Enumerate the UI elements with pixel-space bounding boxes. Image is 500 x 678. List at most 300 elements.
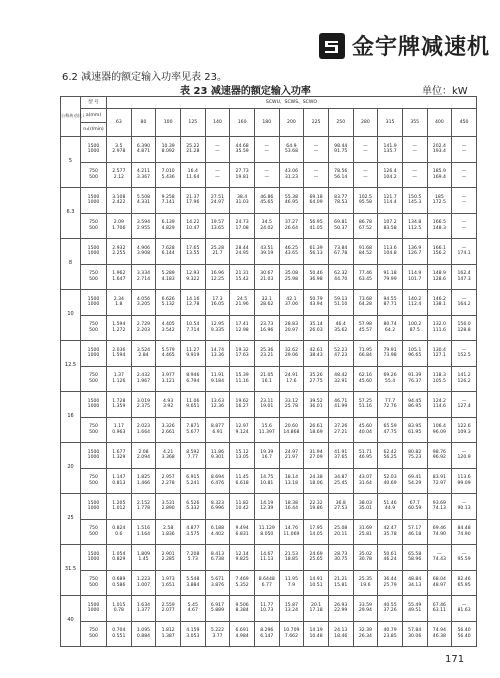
power-cell (427, 596, 452, 622)
power-value: 10.54 (186, 322, 200, 328)
power-cell (328, 443, 353, 469)
power-value: 7.469 (235, 577, 249, 583)
power-value: 12.14 (235, 551, 249, 557)
power-value: 0.689 (112, 577, 126, 583)
speed-cell (81, 596, 107, 622)
power-cell (180, 188, 205, 214)
speed-cell (81, 570, 107, 596)
power-value: 2.58 (163, 526, 174, 532)
power-value: 106.4 (432, 424, 446, 430)
a-value: 355 (402, 109, 427, 137)
power-value: 27.53 (334, 506, 348, 512)
power-value: 3.334 (136, 271, 151, 277)
power-cell (328, 315, 353, 341)
table-row (61, 213, 477, 239)
power-value: 24.02 (260, 225, 274, 231)
power-value: 120.9 (457, 455, 471, 461)
power-cell (304, 366, 329, 392)
power-cell (107, 417, 132, 443)
power-cell (402, 264, 427, 290)
power-value: 15.87 (284, 602, 298, 608)
power-value: 7.208 (186, 551, 200, 557)
power-value: 3.053 (186, 633, 200, 639)
power-value: 23.21 (260, 353, 274, 359)
power-cell (180, 315, 205, 341)
power-value: 36.44 (383, 577, 397, 583)
power-cell (107, 341, 132, 367)
power-value: 13.05 (235, 455, 249, 461)
power-cell (131, 341, 156, 367)
logo-icon (318, 32, 346, 60)
power-value: 19.81 (235, 174, 249, 180)
power-cell (131, 239, 156, 265)
power-cell (378, 519, 403, 545)
power-cell (427, 570, 452, 596)
power-cell (378, 315, 403, 341)
power-cell (353, 392, 378, 418)
table-unit: 单位：kW (422, 86, 468, 97)
power-value: 6.77 (261, 582, 272, 588)
power-cell (328, 596, 353, 622)
power-cell (180, 621, 205, 647)
speed-value: 500 (89, 225, 98, 231)
power-value: 1.962 (112, 271, 126, 277)
power-value: 138.1 (432, 302, 446, 308)
power-value: 1.164 (136, 531, 151, 537)
power-value: 44.70 (334, 276, 348, 282)
power-value: 3.977 (161, 373, 175, 379)
power-value: 1.45 (138, 557, 149, 563)
speed-value: 750 (89, 322, 98, 328)
power-value: 1.329 (112, 455, 126, 461)
power-cell (402, 315, 427, 341)
ratio-cell: 20 (61, 443, 81, 494)
power-value: 5.508 (136, 194, 151, 200)
power-value: 148.9 (432, 271, 446, 277)
power-value: 24.97 (284, 449, 298, 455)
power-cell (304, 137, 329, 163)
power-value: 45.60 (358, 378, 372, 384)
power-cell (131, 417, 156, 443)
power-value: 5.222 (210, 628, 225, 634)
power-value: 128.6 (432, 276, 446, 282)
table-row (61, 239, 477, 265)
power-value: 19.6 (360, 582, 371, 588)
power-value: — (461, 174, 467, 180)
power-cell (402, 341, 427, 367)
table-row (61, 162, 477, 188)
power-value: 4.877 (186, 526, 200, 532)
speed-value: 1500 (87, 347, 100, 353)
power-value: 202.4 (432, 143, 446, 149)
power-value: 69.18 (309, 194, 323, 200)
header-n1: n₁(r/min) (81, 123, 107, 137)
power-value: 15.6 (261, 424, 272, 430)
power-value: 6.139 (161, 220, 175, 226)
power-value: 1.387 (161, 633, 175, 639)
power-cell (131, 596, 156, 622)
power-value: 78.56 (334, 169, 348, 175)
power-cell (180, 213, 205, 239)
power-value: 14.868 (283, 429, 300, 435)
power-cell (254, 417, 279, 443)
power-value: 2.34 (113, 296, 124, 302)
power-cell (427, 443, 452, 469)
power-value: 156.2 (432, 251, 446, 257)
power-value: 3.019 (136, 398, 151, 404)
ratio-cell: 8 (61, 239, 81, 290)
power-value: 71.95 (358, 347, 372, 353)
power-cell (427, 494, 452, 520)
power-value: — (437, 551, 442, 557)
a-value: 80 (131, 109, 156, 137)
power-value: 49.51 (408, 608, 422, 614)
power-cell (402, 366, 427, 392)
power-cell (230, 290, 255, 316)
power-value: 55.4 (384, 378, 396, 384)
power-value: 7.010 (161, 169, 175, 175)
power-value: 11.397 (258, 429, 275, 435)
power-cell (452, 213, 477, 239)
power-value: 8.946 (186, 373, 200, 379)
power-cell (230, 213, 255, 239)
power-value: 46.95 (358, 455, 372, 461)
power-value: 18.14 (284, 475, 298, 481)
power-value: 17.08 (235, 225, 249, 231)
speed-value: 1000 (87, 353, 100, 359)
power-value: 114.4 (383, 200, 397, 206)
power-cell (254, 366, 279, 392)
power-value: 47.75 (383, 429, 397, 435)
power-cell (353, 519, 378, 545)
power-value: 7.77 (187, 455, 198, 461)
power-value: 26.64 (284, 225, 298, 231)
a-value: 180 (254, 109, 279, 137)
power-value: 79.99 (383, 276, 397, 282)
power-value: 136.9 (408, 245, 422, 251)
speed-value: 750 (89, 577, 98, 583)
power-value: 63.45 (358, 276, 372, 282)
power-value: 25.98 (284, 276, 298, 282)
power-cell (452, 264, 477, 290)
power-value: 4.405 (161, 322, 175, 328)
power-value: 74.13 (432, 506, 446, 512)
power-cell (180, 162, 205, 188)
ratio-cell: 31.5 (61, 545, 81, 596)
power-value: 13.55 (186, 251, 200, 257)
power-value: 87.5 (409, 327, 420, 333)
power-cell (279, 570, 304, 596)
power-value: 107.2 (383, 220, 397, 226)
power-cell (402, 519, 427, 545)
power-value: 32.1 (261, 296, 272, 302)
power-value: 8.323 (210, 500, 225, 506)
power-value: 56.40 (457, 628, 471, 634)
power-value: 6.691 (235, 628, 249, 634)
power-value: 80.74 (383, 322, 397, 328)
power-value: 3.531 (161, 500, 175, 506)
power-value: 15.42 (235, 276, 249, 282)
power-value: 1.015 (112, 602, 126, 608)
power-value: 42.47 (383, 526, 397, 532)
power-value: 14.19 (260, 500, 274, 506)
power-value: 135.7 (383, 149, 397, 155)
power-value: 2.036 (112, 347, 126, 353)
power-cell (230, 519, 255, 545)
power-value: 104.8 (383, 251, 397, 257)
power-value: 80.82 (408, 449, 422, 455)
power-cell (131, 519, 156, 545)
power-cell (107, 621, 132, 647)
power-value: 13.65 (210, 225, 225, 231)
power-value: 2.278 (161, 480, 175, 486)
power-value: — (264, 174, 270, 180)
power-cell (353, 417, 378, 443)
table-row (61, 290, 477, 316)
power-cell (230, 264, 255, 290)
power-cell (452, 188, 477, 214)
power-cell (452, 545, 477, 571)
power-cell (230, 570, 255, 596)
power-rating-table (60, 96, 477, 647)
power-cell (131, 494, 156, 520)
power-value: 12.78 (186, 302, 200, 308)
power-cell (180, 366, 205, 392)
power-value: 10.73 (260, 608, 274, 614)
power-value: 68.04 (432, 577, 446, 583)
speed-cell (81, 494, 107, 520)
power-value: 51.46 (383, 500, 397, 506)
power-cell (378, 570, 403, 596)
power-value: 14.05 (309, 531, 323, 537)
power-value: 28.62 (260, 302, 274, 308)
speed-cell (81, 188, 107, 214)
power-value: 35.02 (358, 551, 372, 557)
power-value: 35.14 (309, 322, 323, 328)
power-value: 14.19 (309, 628, 323, 634)
power-value: 101.7 (408, 276, 422, 282)
power-value: 4.159 (186, 628, 200, 634)
speed-cell (81, 315, 107, 341)
power-value: 3.121 (161, 378, 175, 384)
power-value: 25.45 (334, 480, 348, 486)
power-value: 3.542 (161, 327, 175, 333)
power-value: 62.42 (383, 449, 397, 455)
power-cell (378, 392, 403, 418)
power-value: 15.12 (235, 449, 249, 455)
power-value: 16.4 (187, 169, 198, 175)
table-row (61, 315, 477, 341)
power-cell (353, 545, 378, 571)
power-value: 128.8 (457, 327, 471, 333)
power-value: 141.2 (457, 373, 471, 379)
speed-value: 750 (89, 475, 98, 481)
power-cell (378, 188, 403, 214)
power-cell (156, 188, 181, 214)
power-cell (230, 366, 255, 392)
power-cell (230, 315, 255, 341)
power-value: 24.73 (235, 220, 249, 226)
power-value: 23.73 (260, 322, 274, 328)
power-value: 19.01 (260, 404, 274, 410)
header-a: a(mm) (81, 109, 107, 123)
power-cell (107, 239, 132, 265)
power-value: 26.03 (309, 327, 323, 333)
power-value: — (461, 602, 467, 608)
power-value: 17.41 (235, 322, 249, 328)
power-cell (180, 239, 205, 265)
power-value: 21.53 (284, 551, 298, 557)
speed-value: 1500 (87, 551, 100, 557)
power-cell (304, 494, 329, 520)
power-value: 185 (434, 194, 444, 200)
power-cell (279, 494, 304, 520)
power-value: 67.78 (334, 251, 348, 257)
power-cell (156, 570, 181, 596)
power-value: 3.367 (136, 174, 151, 180)
power-value: 12.93 (186, 271, 200, 277)
power-cell (205, 239, 230, 265)
power-value: — (461, 194, 467, 200)
speed-value: 500 (89, 531, 98, 537)
power-cell (353, 162, 378, 188)
speed-value: 1000 (87, 506, 100, 512)
speed-cell (81, 239, 107, 265)
power-cell (180, 519, 205, 545)
power-cell (205, 519, 230, 545)
power-value: 9.825 (235, 557, 249, 563)
power-value: 35.26 (309, 373, 323, 379)
power-value: 78.53 (334, 200, 348, 206)
power-value: 41.91 (334, 449, 348, 455)
power-value: 127.1 (432, 353, 446, 359)
power-cell (328, 494, 353, 520)
power-value: 5.289 (161, 271, 175, 277)
power-value: 93.69 (432, 500, 446, 506)
power-value: 6.188 (210, 526, 225, 532)
power-value: 8.413 (210, 551, 225, 557)
power-value: — (215, 169, 220, 175)
power-cell (328, 545, 353, 571)
power-cell (107, 264, 132, 290)
power-cell (402, 468, 427, 494)
power-value: 44.68 (235, 143, 249, 149)
power-value: 36.8 (335, 500, 346, 506)
power-value: 96.65 (408, 353, 422, 359)
power-value: 31.64 (358, 480, 372, 486)
power-value: 72.97 (432, 480, 446, 486)
power-value: 43.51 (260, 245, 274, 251)
power-value: — (264, 169, 270, 175)
power-cell (328, 290, 353, 316)
power-value: 84.48 (457, 526, 471, 532)
speed-cell (81, 366, 107, 392)
speed-value: 500 (89, 429, 98, 435)
page-number: 171 (445, 654, 465, 665)
power-value: 17.96 (186, 200, 200, 206)
power-value: 9.184 (210, 378, 225, 384)
power-cell (304, 621, 329, 647)
power-cell (205, 137, 230, 163)
power-cell (156, 417, 181, 443)
power-cell (254, 443, 279, 469)
power-cell (427, 621, 452, 647)
power-value: 31.23 (284, 174, 298, 180)
power-value: 1.825 (136, 475, 151, 481)
power-value: 2.255 (112, 251, 126, 257)
power-value: — (313, 149, 319, 155)
power-cell (180, 570, 205, 596)
power-value: 0.813 (112, 480, 126, 486)
table-row (61, 341, 477, 367)
speed-value: 1500 (87, 602, 100, 608)
speed-cell (81, 264, 107, 290)
power-value: 2.577 (112, 169, 126, 175)
power-value: 26.61 (309, 424, 323, 430)
power-cell (328, 264, 353, 290)
power-cell (304, 188, 329, 214)
power-value: 4.465 (161, 353, 175, 359)
power-cell (378, 494, 403, 520)
power-value: 57.98 (358, 322, 372, 328)
power-cell (328, 188, 353, 214)
speed-cell (81, 213, 107, 239)
speed-value: 1000 (87, 302, 100, 308)
power-value: 21.37 (186, 194, 200, 200)
power-cell (254, 468, 279, 494)
power-value: 1.594 (112, 322, 126, 328)
power-value: — (461, 220, 467, 226)
power-cell (328, 137, 353, 163)
power-cell (254, 213, 279, 239)
power-value: 64.2 (384, 327, 396, 333)
power-cell (156, 264, 181, 290)
power-value: 22.32 (309, 500, 323, 506)
power-value: 37.26 (383, 608, 397, 614)
power-cell (205, 290, 230, 316)
power-value: 164.2 (457, 302, 471, 308)
power-value: 36.98 (309, 276, 323, 282)
power-value: 1.967 (136, 378, 151, 384)
power-value: 90.13 (457, 506, 471, 512)
power-cell (254, 519, 279, 545)
power-cell (402, 162, 427, 188)
power-cell (304, 468, 329, 494)
power-value: — (461, 143, 467, 149)
power-value: 76.37 (408, 378, 422, 384)
power-cell (304, 264, 329, 290)
power-value: — (461, 200, 467, 206)
speed-value: 1500 (87, 296, 100, 302)
power-cell (180, 392, 205, 418)
power-cell (205, 392, 230, 418)
power-cell (353, 315, 378, 341)
power-cell (107, 494, 132, 520)
power-cell (402, 392, 427, 418)
power-value: — (264, 149, 270, 155)
power-cell (328, 468, 353, 494)
power-value: 7.9 (287, 582, 296, 588)
power-value: 39.19 (260, 251, 274, 257)
power-value: 46.18 (408, 531, 422, 537)
power-value: 0.586 (112, 582, 126, 588)
power-value: 114.9 (408, 271, 422, 277)
power-value: 105.5 (432, 378, 446, 384)
power-cell (107, 519, 132, 545)
power-cell (328, 239, 353, 265)
power-cell (378, 239, 403, 265)
speed-value: 500 (89, 633, 98, 639)
